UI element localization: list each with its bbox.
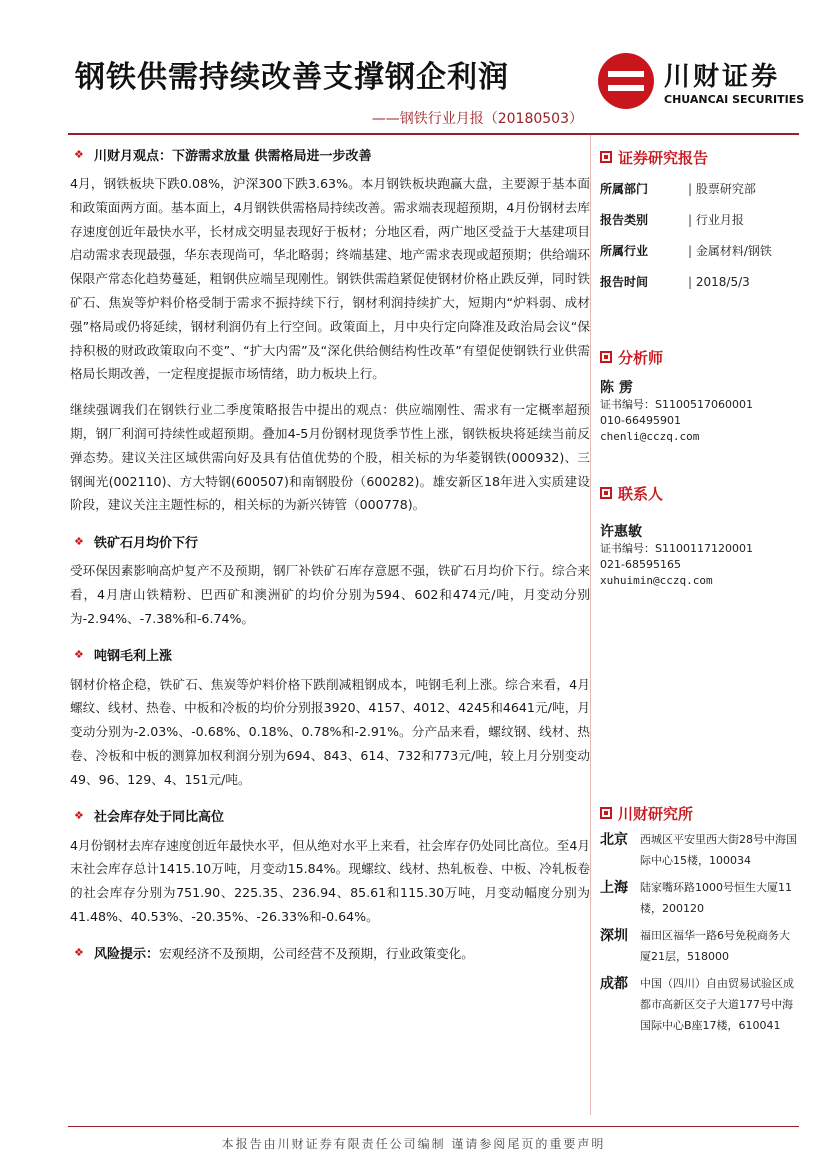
logo-english-name: CHUANCAI SECURITIES [664,93,805,106]
analyst-email[interactable]: chenli@cczq.com [600,430,700,443]
info-key: 所属部门 [600,182,649,196]
logo-chinese-name: 川财证券 [664,62,781,92]
section-heading-text: 铁矿石月均价下行 [94,535,199,551]
risk-warning [70,941,590,965]
footer-disclaimer: 本报告由川财证券有限责任公司编制 谨请参阅尾页的重要声明 [221,1137,606,1151]
section-heading-text: 川财月观点：下游需求放量 供需格局进一步改善 [94,148,372,164]
report-title: 钢铁供需持续改善支撑钢企利润 [75,60,509,95]
info-value: | 股票研究部 [688,180,756,197]
office-beijing [600,829,800,871]
info-row-industry [600,235,800,266]
info-key: 报告时间 [600,275,649,289]
contact-phone: 021-68595165 [600,558,681,571]
diamond-bullet-icon: ❖ [74,809,84,823]
office-shenzhen [600,925,800,967]
office-address: 福田区福华一路6号免税商务大厦21层，518000 [640,929,790,963]
contact-heading-text: 联系人 [618,484,664,503]
info-value: | 行业月报 [688,211,744,228]
main-content [70,142,590,965]
square-bullet-icon [600,151,612,163]
contact-cert: 证书编号：S1100117120001 [600,542,753,555]
office-city: 上海 [600,880,628,896]
info-row-department [600,173,800,204]
section-paragraph: 继续强调我们在钢铁行业二季度策略报告中提出的观点：供应端刚性、需求有一定概率超预期，钢厂利润可持续性或超预期。叠加4-5月份钢材现货季节性上涨，钢铁板块将延续当前反弹态势。建议关注区域供需向好及具有估值优势的个股，相关标的为华菱钢铁(000932)、三钢闽光(002110)、方大特钢(600507)和南钢股份（600282)。雄安新区18年进入实质建设阶段，建议关注主题性标的，相关标的为新兴铸管（000778)。 [70,402,590,513]
office-address: 西城区平安里西大街28号中海国际中心15楼，100034 [640,833,797,867]
info-value: | 2018/5/3 [688,275,750,289]
logo-emblem-icon [598,53,654,109]
office-shanghai [600,877,800,919]
section-heading-text: 社会库存处于同比高位 [94,810,225,826]
section-heading-text: 吨钢毛利上涨 [94,649,173,665]
section-paragraph: 4月份钢材去库存速度创近年最快水平，但从绝对水平上来看，社会库存仍处同比高位。至4月末社会库存总计1415.10万吨，月变动15.84%。现螺纹、线材、热轧板卷、中板、冷轧板卷的社会库存分别为751.90、225.35、236.94、85.61和115.30万吨，月变动幅度分别为41.48%、40.53%、-20.35%、-26.33%和-0.64%。 [70,837,590,924]
diamond-bullet-icon: ❖ [74,534,84,548]
institute-heading [600,801,800,825]
sidebar [600,145,800,1036]
column-divider [590,135,591,1115]
analyst-name: 陈 雳 [600,380,633,396]
office-city: 深圳 [600,928,628,944]
report-subtitle: ——钢铁行业月报（20180503） [371,111,583,127]
institute-heading-text: 川财研究所 [618,804,694,823]
diamond-bullet-icon: ❖ [74,946,84,960]
square-bullet-icon [600,487,612,499]
section-heading [70,529,590,553]
header-divider [68,133,799,135]
info-row-category [600,204,800,235]
office-chengdu [600,973,800,1036]
diamond-bullet-icon: ❖ [74,147,84,161]
analyst-heading [600,345,800,369]
office-city: 北京 [600,832,628,848]
risk-text: 宏观经济不及预期，公司经营不及预期，行业政策变化。 [159,946,474,962]
info-key: 所属行业 [600,244,649,258]
office-city: 成都 [600,976,628,992]
square-bullet-icon [600,351,612,363]
info-key: 报告类别 [600,213,649,227]
diamond-bullet-icon: ❖ [74,648,84,662]
section-heading [70,142,590,166]
section-heading [70,643,590,667]
contact-name: 许惠敏 [600,524,642,540]
section-paragraph: 受环保因素影响高炉复产不及预期，钢厂补铁矿石库存意愿不强，铁矿石月均价下行。综合来看，4月唐山铁精粉、巴西矿和澳洲矿的均价分别为594、602和474元/吨，月变动分别为-2.94%、-7.38%和-6.74%。 [70,563,590,626]
analyst-phone: 010-66495901 [600,414,681,427]
section-heading [70,804,590,828]
analyst-heading-text: 分析师 [618,348,664,367]
info-row-date [600,266,800,297]
office-address: 中国（四川）自由贸易试验区成都市高新区交子大道177号中海国际中心B座17楼，610041 [640,977,794,1032]
section-paragraph: 钢材价格企稳，铁矿石、焦炭等炉料价格下跌削减粗钢成本，吨钢毛利上涨。综合来看，4月螺纹、线材、热卷、中板和冷板的均价分别报3920、4157、4012、4245和4641元/吨，月变动分别为-2.03%、-0.68%、0.18%、0.78%和-2.91%。分产品来看，螺纹钢、线材、热卷、冷板和中板的测算加权利润分别为694、843、614、732和773元/吨，较上月分别变动49、96、129、4、151元/吨。 [70,676,590,787]
square-bullet-icon [600,807,612,819]
footer-divider [68,1126,799,1127]
office-address: 陆家嘴环路1000号恒生大厦11楼，200120 [640,881,792,915]
analyst-cert: 证书编号：S1100517060001 [600,398,753,411]
risk-label: 风险提示： [94,947,160,963]
section-paragraph: 4月，钢铁板块下跌0.08%，沪深300下跌3.63%。本月钢铁板块跑赢大盘，主要源于基本面和政策面两方面。基本面上，4月钢铁供需格局持续改善。需求端表现超预期，4月份钢材去库存速度创近年最快水平，长材成交明显表现好于板材；分地区看，两广地区受益于大基建项目启动需求表现最强，华东表现尚可，华北略弱；终端基建、地产需求表现或超预期；供给端环保限产常态化趋势蔓延，粗钢供应端呈现刚性。钢铁供需趋紧促使钢材价格止跌反弹，同时铁矿石、焦炭等炉料价格受制于需求不振持续下行，钢材利润持续扩大，短期内“炉料弱、成材强”格局或仍将延续，钢材利润仍有上行空间。政策面上，月中央行定向降准及政治局会议“保持积极的财政政策取向不变”、“扩大内需”及“深化供给侧结构性改革”有望促使钢铁行业供需格局长期改善，一定程度提振市场情绪，助力板块上行。 [70,176,590,382]
info-value: | 金属材料/钢铁 [688,242,772,259]
company-logo [598,53,805,113]
report-info-heading [600,145,800,169]
contact-email[interactable]: xuhuimin@cczq.com [600,574,713,587]
contact-heading [600,481,800,505]
report-info-heading-text: 证券研究报告 [618,148,709,167]
